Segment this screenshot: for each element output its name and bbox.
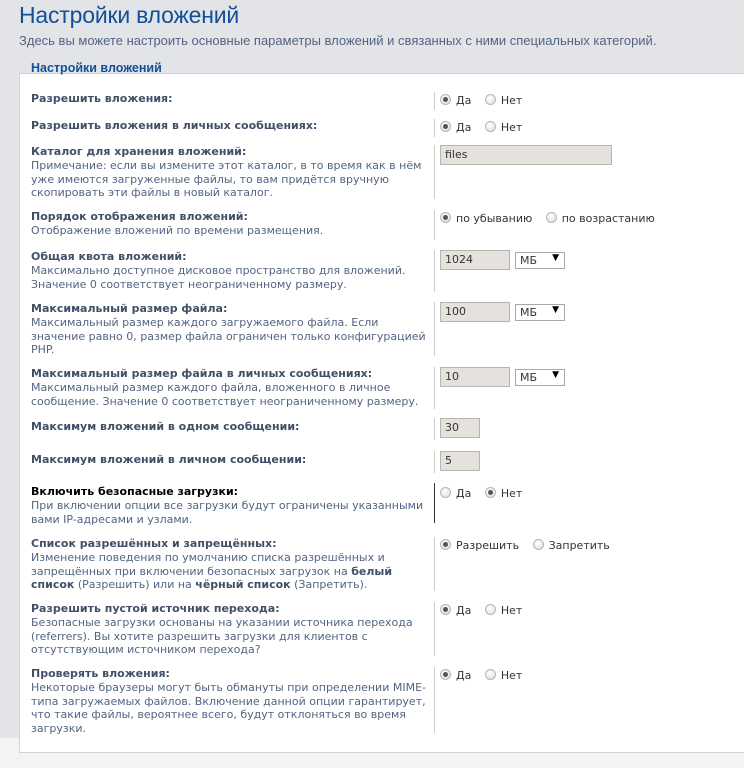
radio-label: Нет	[500, 121, 523, 134]
radio-allow[interactable]	[440, 537, 519, 550]
setting-title: Разрешить пустой источник перехода:	[31, 602, 280, 615]
setting-title: Максимальный размер файла в личных сообщениях:	[31, 367, 373, 380]
radio-button[interactable]	[485, 669, 496, 680]
fieldset-legend: Настройки вложений	[31, 61, 162, 75]
divider	[434, 145, 435, 199]
radio-group	[440, 537, 620, 550]
max-attachments-input[interactable]: 30	[440, 418, 480, 438]
setting-explain: Максимально доступное дисковое пространство для вложений. Значение 0 соответствует неограниченному размеру.	[31, 264, 406, 291]
radio-button[interactable]	[533, 539, 544, 550]
divider	[434, 537, 435, 591]
radio-label: Запретить	[548, 539, 610, 552]
radio-yes[interactable]	[440, 602, 471, 615]
setting-max-filesize	[31, 302, 744, 356]
setting-title: Общая квота вложений:	[31, 250, 187, 263]
radio-button[interactable]	[485, 121, 496, 132]
radio-label: Разрешить	[456, 539, 520, 552]
setting-title: Порядок отображения вложений:	[31, 210, 248, 223]
divider	[434, 367, 435, 409]
radio-yes[interactable]	[440, 92, 471, 105]
dropdown-arrow-icon: ▼	[552, 370, 559, 380]
radio-group	[440, 119, 532, 132]
setting-title: Включить безопасные загрузки:	[31, 485, 239, 498]
setting-explain: Отображение вложений по времени размещения.	[31, 224, 324, 237]
radio-label: по возрастанию	[561, 212, 655, 225]
explain-text: (Запретить).	[290, 578, 368, 591]
max-filesize-pm-unit-select[interactable]	[515, 369, 565, 386]
setting-explain	[31, 551, 431, 592]
radio-descending[interactable]	[440, 210, 532, 223]
setting-allow-attachments	[31, 92, 744, 110]
explain-text: (Разрешить) или на	[74, 578, 196, 591]
radio-label: Нет	[500, 94, 523, 107]
radio-group	[440, 485, 532, 498]
divider	[434, 602, 435, 656]
radio-label: Да	[456, 94, 472, 107]
radio-no[interactable]	[485, 602, 522, 615]
radio-label: Да	[456, 604, 472, 617]
divider	[434, 92, 435, 110]
radio-button[interactable]	[440, 539, 451, 550]
divider	[434, 302, 435, 356]
radio-no[interactable]	[485, 92, 522, 105]
radio-group	[440, 92, 532, 105]
radio-button[interactable]	[440, 487, 451, 498]
setting-title: Максимум вложений в личном сообщении:	[31, 453, 307, 466]
radio-button[interactable]	[440, 94, 451, 105]
select-value: МБ	[520, 371, 538, 384]
radio-group	[440, 602, 532, 615]
dropdown-arrow-icon: ▼	[552, 305, 559, 315]
setting-attachment-quota	[31, 250, 744, 292]
explain-bold: белый список	[31, 564, 393, 591]
divider	[434, 483, 435, 523]
radio-label: Да	[456, 121, 472, 134]
setting-max-attachments	[31, 418, 744, 440]
radio-label: по убыванию	[456, 212, 533, 225]
setting-explain: Максимальный размер каждого файла, вложенного в личное сообщение. Значение 0 соответствует неограниченному размеру.	[31, 381, 419, 408]
setting-title: Разрешить вложения в личных сообщениях:	[31, 119, 318, 132]
radio-yes[interactable]	[440, 667, 471, 680]
setting-allow-pm-attachments	[31, 119, 744, 137]
setting-title: Максимум вложений в одном сообщении:	[31, 420, 300, 433]
page-description: Здесь вы можете настроить основные параметры вложений и связанных с ними специальных категорий.	[19, 33, 657, 48]
setting-explain: Некоторые браузеры могут быть обмануты при определении MIME-типа загружаемых файлов. Включение данной опции гарантирует, что такие файлы, вероятнее всего, будут отклоняться во время загрузки.	[31, 681, 426, 735]
setting-title: Проверять вложения:	[31, 667, 170, 680]
upload-path-input[interactable]: files	[440, 145, 612, 165]
setting-title: Разрешить вложения:	[31, 92, 173, 105]
radio-label: Нет	[500, 604, 523, 617]
setting-secure-downloads	[31, 485, 744, 527]
radio-label: Нет	[500, 669, 523, 682]
setting-secure-allow-deny	[31, 537, 744, 593]
setting-explain: Максимальный размер каждого загружаемого файла. Если значение равно 0, размер файла ограничен только конфигурацией PHP.	[31, 316, 426, 356]
radio-label: Нет	[500, 487, 523, 500]
radio-no[interactable]	[485, 667, 522, 680]
setting-upload-path	[31, 145, 744, 201]
setting-title: Максимальный размер файла:	[31, 302, 228, 315]
setting-empty-referrer	[31, 602, 744, 658]
divider	[434, 119, 435, 137]
max-attachments-pm-input[interactable]: 5	[440, 451, 480, 471]
setting-display-order	[31, 210, 744, 242]
setting-explain: Примечание: если вы измените этот каталог, в то время как в нём уже имеются загруженные файлы, то вам придётся вручную скопировать эти файлы в новый каталог.	[31, 159, 422, 199]
select-value: МБ	[520, 306, 538, 319]
max-filesize-pm-input[interactable]: 10	[440, 367, 510, 387]
setting-max-attachments-pm	[31, 451, 744, 473]
radio-no[interactable]	[485, 119, 522, 132]
radio-button[interactable]	[440, 669, 451, 680]
radio-button[interactable]	[485, 94, 496, 105]
radio-yes[interactable]	[440, 119, 471, 132]
radio-button[interactable]	[485, 604, 496, 615]
select-value: МБ	[520, 254, 538, 267]
radio-button[interactable]	[485, 487, 496, 498]
setting-explain: Безопасные загрузки основаны на указании источника перехода (referrers). Вы хотите разрешить загрузки для клиентов с отсутствующим источником перехода?	[31, 616, 413, 656]
max-filesize-input[interactable]: 100	[440, 302, 510, 322]
setting-explain: При включении опции все загрузки будут ограничены указанными вами IP-адресами и узлами.	[31, 499, 424, 526]
page-title: Настройки вложений	[19, 2, 240, 28]
setting-title: Каталог для хранения вложений:	[31, 145, 247, 158]
radio-button[interactable]	[440, 121, 451, 132]
explain-bold: чёрный список	[195, 578, 291, 591]
radio-label: Да	[456, 487, 472, 500]
divider	[434, 451, 435, 473]
quota-input[interactable]: 1024	[440, 250, 510, 270]
setting-check-attachments	[31, 667, 744, 735]
radio-group	[440, 210, 665, 223]
quota-unit-select[interactable]	[515, 252, 565, 269]
radio-button[interactable]	[546, 212, 557, 223]
setting-title: Список разрешённых и запрещённых:	[31, 537, 277, 550]
divider	[434, 667, 435, 733]
divider	[434, 210, 435, 240]
divider	[434, 418, 435, 440]
setting-max-filesize-pm	[31, 367, 744, 409]
radio-deny[interactable]	[533, 537, 610, 550]
max-filesize-unit-select[interactable]	[515, 304, 565, 321]
radio-label: Да	[456, 669, 472, 682]
radio-ascending[interactable]	[546, 210, 655, 223]
radio-no[interactable]	[485, 485, 522, 498]
radio-button[interactable]	[440, 604, 451, 615]
radio-yes[interactable]	[440, 485, 471, 498]
radio-group	[440, 667, 532, 680]
explain-text: Изменение поведения по умолчанию списка разрешённых и запрещённых при включении безопасных загрузок на	[31, 551, 385, 578]
divider	[434, 250, 435, 292]
dropdown-arrow-icon: ▼	[552, 253, 559, 263]
radio-button[interactable]	[440, 212, 451, 223]
